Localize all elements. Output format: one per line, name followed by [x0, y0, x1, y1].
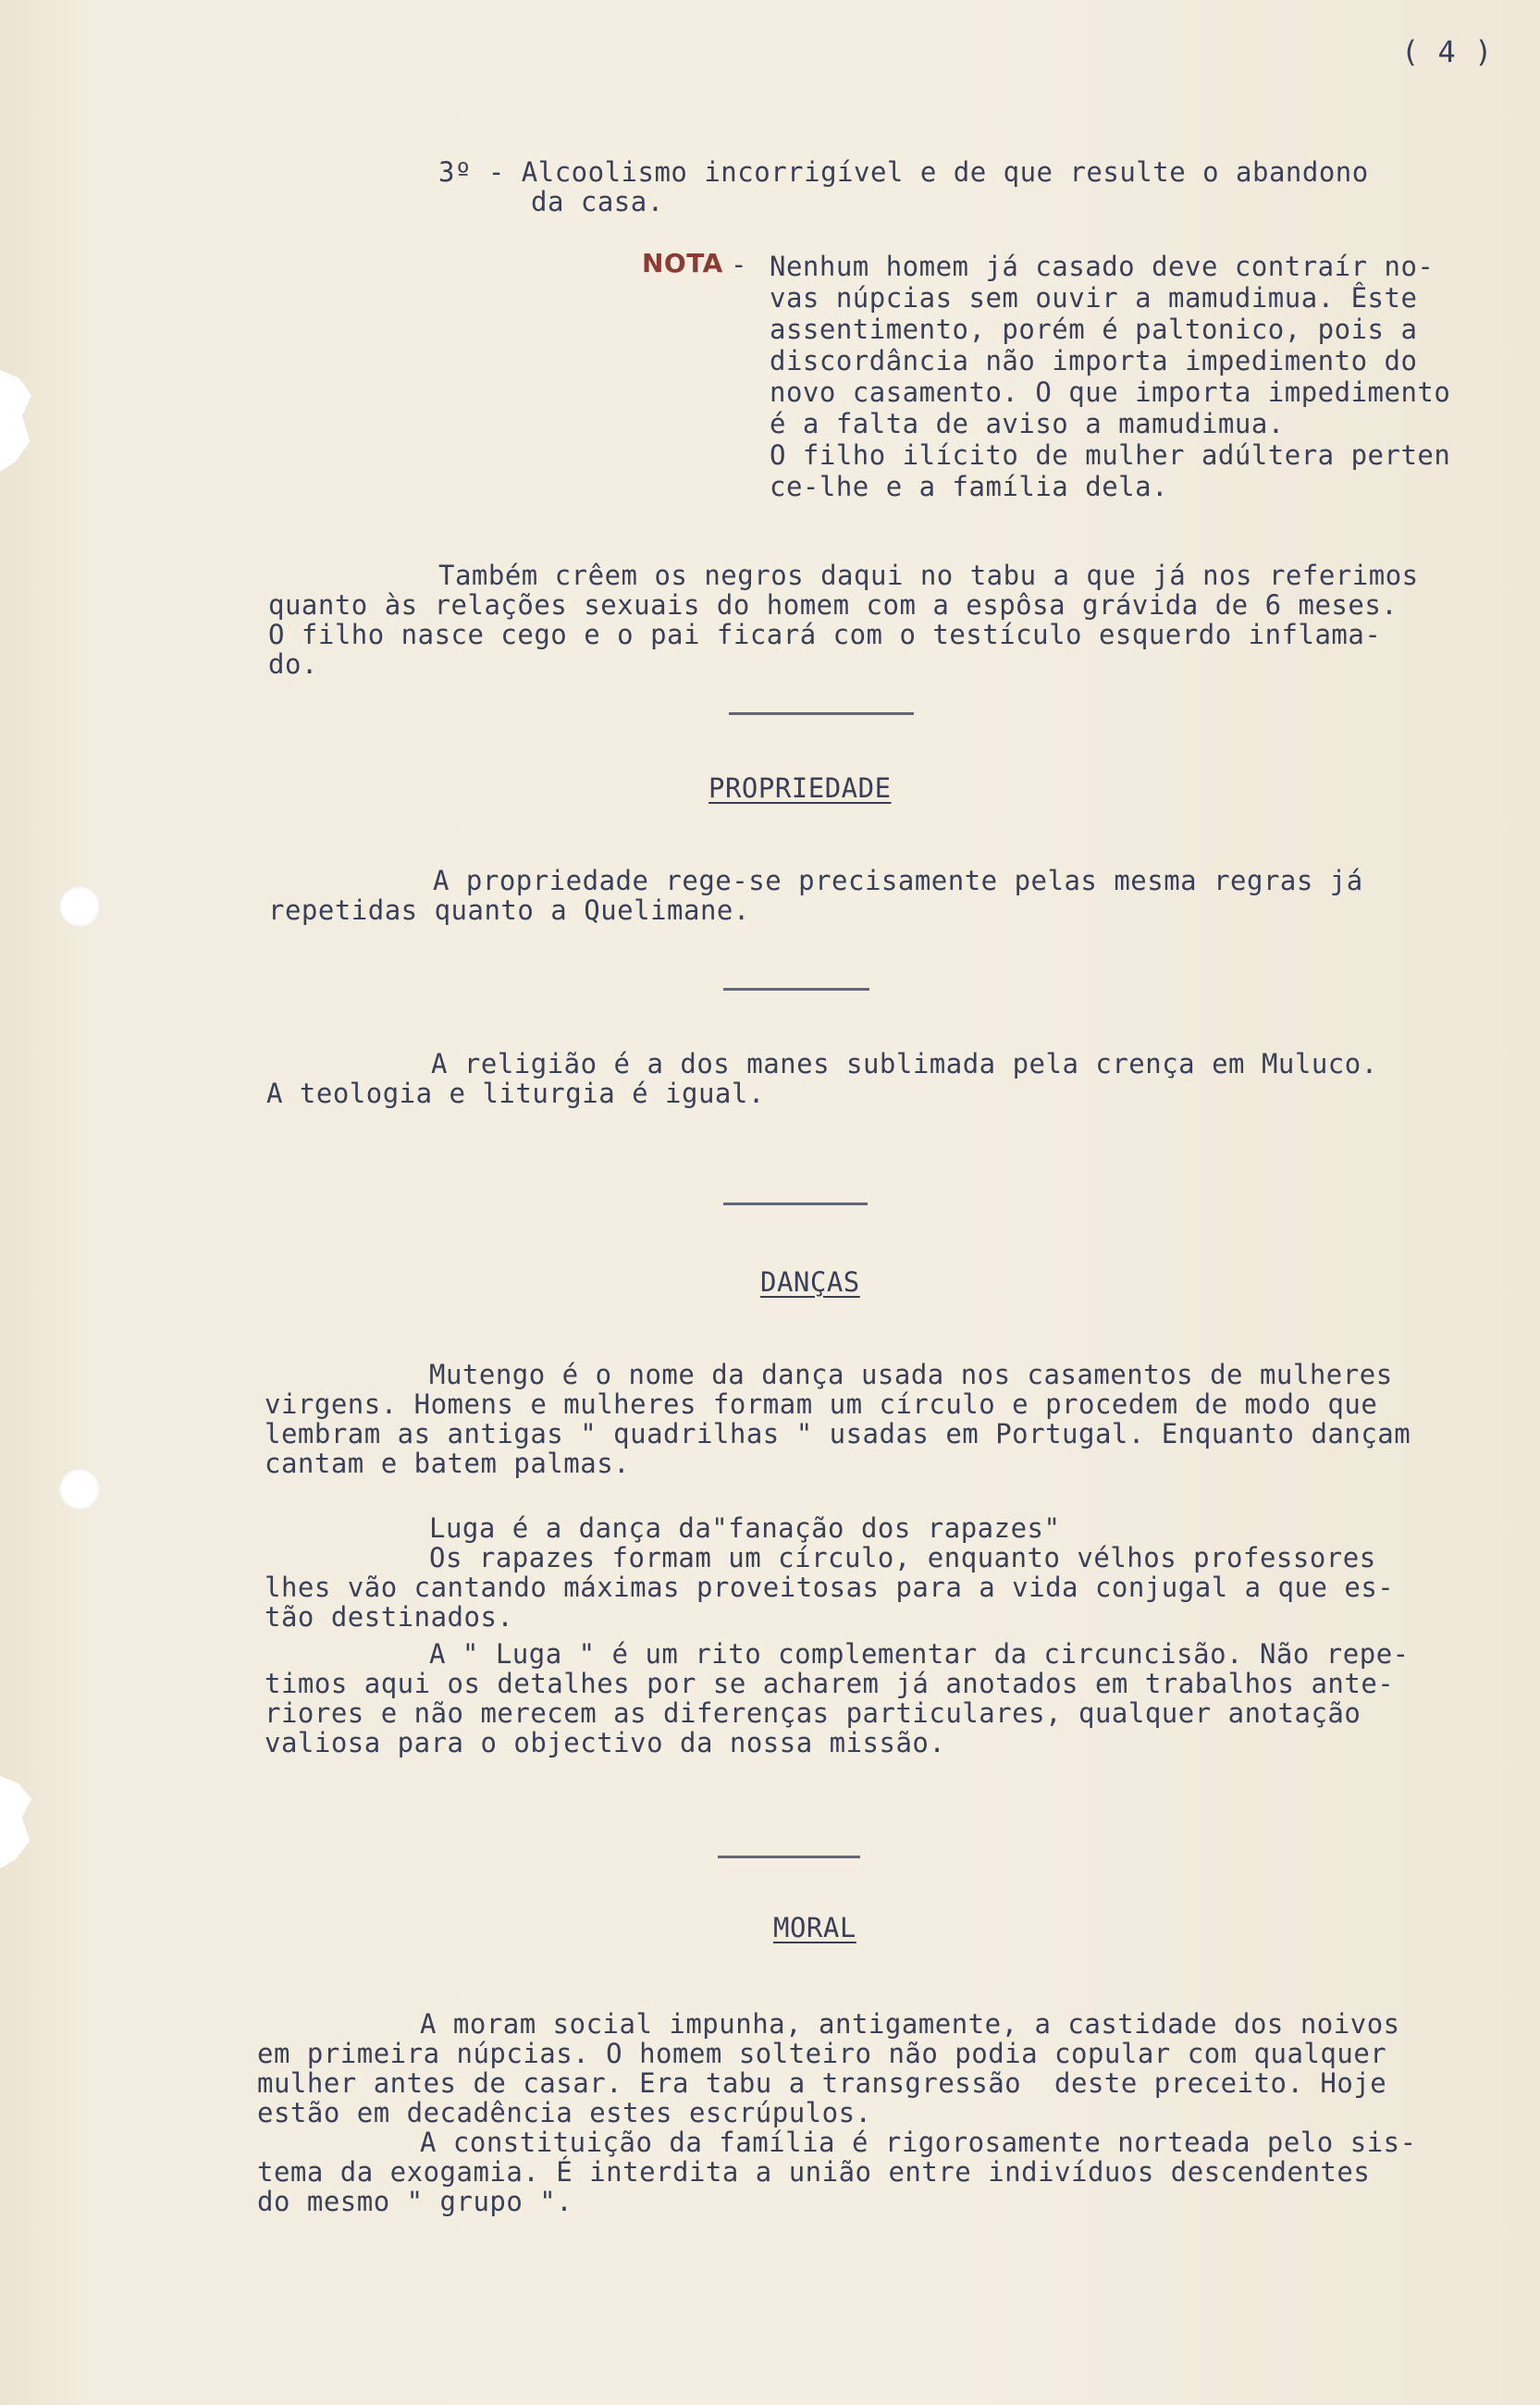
paragraph-line: cantam e batem palmas.: [265, 1448, 631, 1479]
torn-edge-top: [0, 370, 31, 472]
section-divider: [718, 1856, 860, 1858]
paragraph-line: A " Luga " é um rito complementar da circuncisão. Não repe-: [429, 1638, 1410, 1670]
paragraph-line: A moram social impunha, antigamente, a castidade dos noivos: [420, 2008, 1400, 2040]
paragraph-line: Mutengo é o nome da dança usada nos casamentos de mulheres: [429, 1359, 1393, 1390]
paragraph-line: do.: [268, 648, 318, 680]
paragraph-line: Os rapazes formam um círculo, enquanto vélhos professores: [429, 1542, 1376, 1573]
paragraph-line: timos aqui os detalhes por se acharem já anotados em trabalhos ante-: [265, 1668, 1395, 1699]
nota-line: O filho ilícito de mulher adúltera perten: [770, 439, 1451, 471]
paragraph-line: riores e não merecem as diferenças particulares, qualquer anotação: [265, 1697, 1361, 1729]
paragraph-line: O filho nasce cego e o pai ficará com o testículo esquerdo inflama-: [268, 619, 1382, 650]
paragraph-line: valiosa para o objectivo da nossa missão.: [265, 1727, 946, 1758]
nota-dash: -: [731, 249, 747, 280]
section-divider: [723, 1202, 868, 1205]
section-divider: [723, 988, 869, 991]
page-number: ( 4 ): [1401, 34, 1493, 69]
paragraph-line: lembram as antigas " quadrilhas " usadas em Portugal. Enquanto dançam: [265, 1418, 1411, 1449]
item-3-line: da casa.: [531, 186, 664, 217]
nota-line: é a falta de aviso a mamudimua.: [770, 408, 1285, 439]
nota-line: assentimento, porém é paltonico, pois a: [770, 314, 1418, 345]
paragraph-line: A constituição da família é rigorosamente norteada pelo sis-: [420, 2127, 1417, 2158]
nota-line: novo casamento. O que importa impedimento: [770, 376, 1451, 408]
nota-label: NOTA: [642, 248, 723, 278]
paragraph-line: A teologia e liturgia é igual.: [266, 1078, 765, 1109]
nota-line: Nenhum homem já casado deve contraír no-: [770, 251, 1435, 282]
section-divider: [729, 712, 914, 715]
punch-hole-bottom: [59, 1469, 100, 1510]
nota-line: discordância não importa impedimento do: [770, 345, 1418, 376]
paragraph-line: A religião é a dos manes sublimada pela crença em Muluco.: [431, 1048, 1378, 1079]
nota-line: ce-lhe e a família dela.: [770, 471, 1169, 502]
paragraph-line: estão em decadência estes escrúpulos.: [257, 2097, 872, 2128]
paragraph-line: Luga é a dança da"fanação dos rapazes": [429, 1512, 1061, 1544]
paragraph-line: lhes vão cantando máximas proveitosas para a vida conjugal a que es-: [265, 1572, 1395, 1603]
paragraph-line: tão destinados.: [265, 1601, 514, 1633]
heading-dancas: DANÇAS: [760, 1266, 860, 1298]
paragraph-line: tema da exogamia. É interdita a união entre indivíduos descendentes: [257, 2156, 1371, 2188]
item-3-line: 3º - Alcoolismo incorrigível e de que resulte o abandono: [438, 156, 1369, 188]
paragraph-line: quanto às relações sexuais do homem com a espôsa grávida de 6 meses.: [268, 589, 1398, 621]
paragraph-line: em primeira núpcias. O homem solteiro não podia copular com qualquer: [257, 2038, 1387, 2069]
paragraph-line: repetidas quanto a Quelimane.: [268, 894, 750, 926]
heading-propriedade: PROPRIEDADE: [708, 772, 892, 804]
paragraph-line: do mesmo " grupo ".: [257, 2186, 573, 2217]
paragraph-line: Também crêem os negros daqui no tabu a que já nos referimos: [438, 560, 1419, 591]
torn-edge-bottom: [0, 1776, 31, 1868]
paragraph-line: A propriedade rege-se precisamente pelas mesma regras já: [433, 865, 1363, 896]
nota-line: vas núpcias sem ouvir a mamudimua. Êste: [770, 282, 1418, 314]
paragraph-line: virgens. Homens e mulheres formam um círculo e procedem de modo que: [265, 1388, 1378, 1420]
heading-moral: MORAL: [773, 1912, 856, 1943]
punch-hole-top: [59, 886, 100, 927]
paragraph-line: mulher antes de casar. Era tabu a transgressão deste preceito. Hoje: [257, 2067, 1387, 2099]
